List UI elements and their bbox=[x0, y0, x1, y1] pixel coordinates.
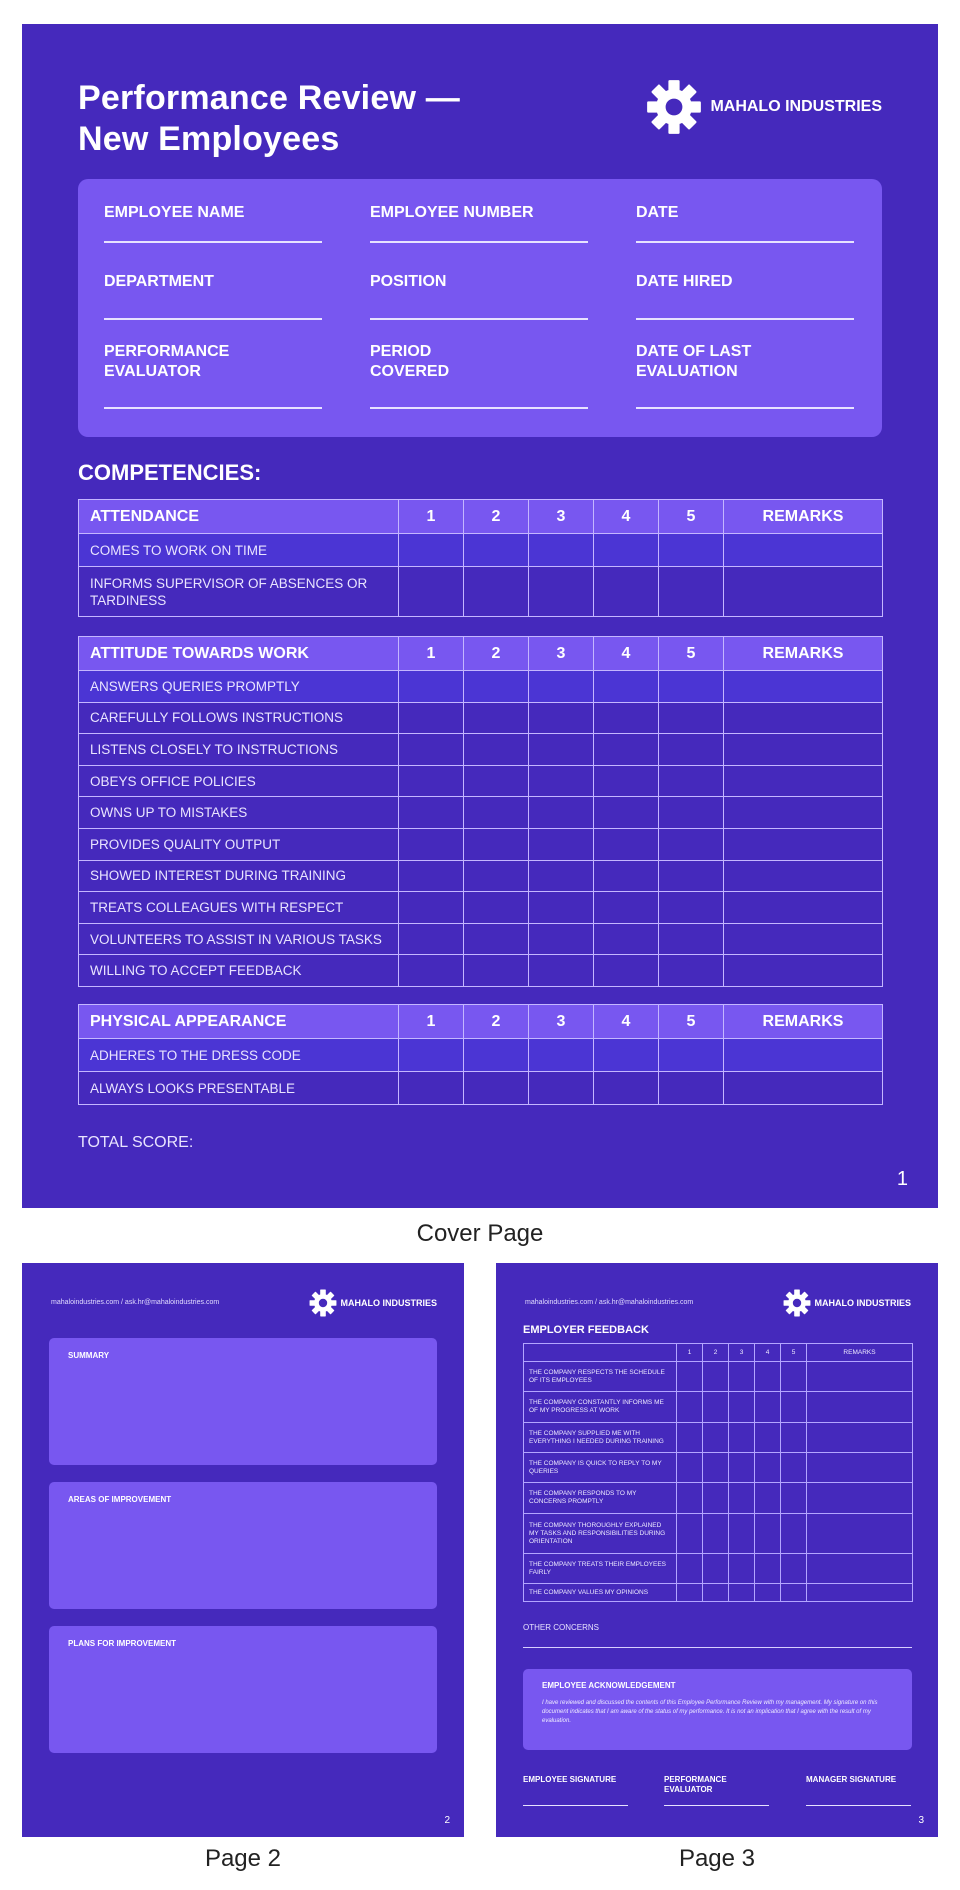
rating-cell[interactable] bbox=[399, 828, 464, 860]
table-row bbox=[79, 1072, 883, 1105]
rating-cell[interactable] bbox=[399, 797, 464, 829]
table-row bbox=[524, 1483, 913, 1514]
table-row bbox=[524, 1362, 913, 1392]
rating-cell[interactable] bbox=[529, 702, 594, 734]
rating-cell[interactable] bbox=[399, 1039, 464, 1072]
rating-cell[interactable] bbox=[464, 892, 529, 924]
rating-1-header: 1 bbox=[677, 1344, 703, 1362]
rating-5-header: 5 bbox=[781, 1344, 807, 1362]
remarks-cell[interactable] bbox=[724, 765, 883, 797]
date-of-last-evaluation-field[interactable] bbox=[636, 342, 854, 382]
rating-cell[interactable] bbox=[659, 892, 724, 924]
gear-icon bbox=[783, 1289, 811, 1317]
rating-cell[interactable] bbox=[594, 955, 659, 987]
rating-cell[interactable] bbox=[659, 923, 724, 955]
rating-cell[interactable] bbox=[594, 1039, 659, 1072]
attitude-towards-work-table bbox=[78, 636, 883, 987]
field-line[interactable] bbox=[370, 318, 588, 320]
table-row bbox=[524, 1554, 913, 1584]
rating-cell[interactable] bbox=[464, 828, 529, 860]
rating-cell[interactable] bbox=[659, 671, 724, 703]
table-row bbox=[79, 671, 883, 703]
rating-2-header: 2 bbox=[464, 1005, 529, 1039]
field-line[interactable] bbox=[636, 318, 854, 320]
rating-cell[interactable] bbox=[529, 828, 594, 860]
rating-cell[interactable] bbox=[594, 1072, 659, 1105]
rating-3-header: 3 bbox=[529, 1005, 594, 1039]
table-row bbox=[79, 567, 883, 617]
rating-cell[interactable] bbox=[464, 1072, 529, 1105]
title-line-2: New Employees bbox=[78, 120, 340, 158]
cover-page-caption: Cover Page bbox=[416, 1220, 544, 1247]
rating-cell[interactable] bbox=[399, 923, 464, 955]
employer-feedback-table bbox=[523, 1343, 913, 1602]
remarks-cell[interactable] bbox=[724, 797, 883, 829]
remarks-cell[interactable] bbox=[807, 1483, 913, 1514]
section-title: ATTENDANCE bbox=[79, 500, 399, 534]
rating-cell[interactable] bbox=[529, 1039, 594, 1072]
rating-cell[interactable] bbox=[594, 828, 659, 860]
acknowledgement-title: EMPLOYEE ACKNOWLEDGEMENT bbox=[542, 1681, 676, 1690]
remarks-header: REMARKS bbox=[724, 1005, 883, 1039]
rating-cell[interactable] bbox=[464, 1039, 529, 1072]
table-row bbox=[79, 828, 883, 860]
rating-cell[interactable] bbox=[677, 1453, 703, 1483]
rating-cell[interactable] bbox=[659, 734, 724, 766]
feedback-label: THE COMPANY IS QUICK TO REPLY TO MY QUERIES bbox=[524, 1453, 677, 1483]
brand-logo bbox=[309, 1289, 438, 1317]
field-label: DEPARTMENT bbox=[104, 273, 214, 290]
performance-evaluator-field[interactable] bbox=[104, 342, 322, 382]
attendance-table bbox=[78, 499, 883, 617]
rating-cell[interactable] bbox=[703, 1453, 729, 1483]
table-row bbox=[79, 534, 883, 567]
field-line[interactable] bbox=[370, 241, 588, 243]
rating-cell[interactable] bbox=[677, 1554, 703, 1584]
competency-label: WILLING TO ACCEPT FEEDBACK bbox=[79, 955, 399, 987]
rating-cell[interactable] bbox=[781, 1362, 807, 1392]
rating-cell[interactable] bbox=[594, 734, 659, 766]
remarks-cell[interactable] bbox=[807, 1362, 913, 1392]
rating-cell[interactable] bbox=[781, 1423, 807, 1453]
employee-signature-field[interactable] bbox=[523, 1775, 628, 1785]
period-covered-field[interactable] bbox=[370, 342, 588, 382]
page-3 bbox=[496, 1263, 938, 1837]
page-number: 2 bbox=[444, 1815, 450, 1826]
field-label: DATE bbox=[636, 204, 679, 221]
rating-cell[interactable] bbox=[464, 860, 529, 892]
competency-label: ALWAYS LOOKS PRESENTABLE bbox=[79, 1072, 399, 1105]
rating-cell[interactable] bbox=[755, 1483, 781, 1514]
rating-cell[interactable] bbox=[594, 765, 659, 797]
rating-cell[interactable] bbox=[677, 1514, 703, 1554]
table-row bbox=[79, 702, 883, 734]
cover-page bbox=[22, 24, 938, 1208]
rating-cell[interactable] bbox=[659, 765, 724, 797]
rating-1-header: 1 bbox=[399, 1005, 464, 1039]
rating-cell[interactable] bbox=[703, 1514, 729, 1554]
rating-cell[interactable] bbox=[703, 1584, 729, 1602]
feedback-label: THE COMPANY CONSTANTLY INFORMS ME OF MY PROGRESS AT WORK bbox=[524, 1392, 677, 1423]
other-concerns-label: OTHER CONCERNS bbox=[523, 1623, 600, 1632]
remarks-cell[interactable] bbox=[724, 702, 883, 734]
signature-label: MANAGER SIGNATURE bbox=[806, 1775, 897, 1784]
remarks-header: REMARKS bbox=[724, 500, 883, 534]
field-label: EMPLOYEE NAME bbox=[104, 204, 245, 221]
table-header-row bbox=[79, 1005, 883, 1039]
competency-label: LISTENS CLOSELY TO INSTRUCTIONS bbox=[79, 734, 399, 766]
employee-number-field[interactable] bbox=[370, 203, 588, 223]
signature-label: EMPLOYEE SIGNATURE bbox=[523, 1775, 617, 1784]
summary-box[interactable] bbox=[49, 1338, 437, 1465]
rating-3-header: 3 bbox=[729, 1344, 755, 1362]
remarks-cell[interactable] bbox=[724, 892, 883, 924]
rating-cell[interactable] bbox=[594, 860, 659, 892]
table-row bbox=[79, 892, 883, 924]
rating-cell[interactable] bbox=[677, 1423, 703, 1453]
title-line-1: Performance Review — bbox=[78, 79, 460, 117]
remarks-cell[interactable] bbox=[724, 828, 883, 860]
rating-cell[interactable] bbox=[594, 534, 659, 567]
rating-cell[interactable] bbox=[529, 765, 594, 797]
remarks-cell[interactable] bbox=[807, 1554, 913, 1584]
rating-cell[interactable] bbox=[464, 567, 529, 617]
rating-cell[interactable] bbox=[729, 1554, 755, 1584]
rating-cell[interactable] bbox=[729, 1483, 755, 1514]
field-line[interactable] bbox=[104, 241, 322, 243]
field-line[interactable] bbox=[104, 407, 322, 409]
employer-feedback-heading: EMPLOYER FEEDBACK bbox=[523, 1324, 649, 1336]
rating-cell[interactable] bbox=[755, 1362, 781, 1392]
rating-cell[interactable] bbox=[399, 1072, 464, 1105]
brand-name: MAHALO INDUSTRIES bbox=[340, 1298, 437, 1308]
total-score-label: TOTAL SCORE: bbox=[78, 1134, 194, 1151]
remarks-cell[interactable] bbox=[807, 1392, 913, 1423]
competency-label: CAREFULLY FOLLOWS INSTRUCTIONS bbox=[79, 702, 399, 734]
field-line[interactable] bbox=[370, 407, 588, 409]
table-row bbox=[79, 1039, 883, 1072]
rating-cell[interactable] bbox=[594, 797, 659, 829]
remarks-cell[interactable] bbox=[724, 734, 883, 766]
field-line[interactable] bbox=[636, 241, 854, 243]
competencies-heading: COMPETENCIES: bbox=[78, 460, 262, 485]
rating-cell[interactable] bbox=[729, 1453, 755, 1483]
rating-cell[interactable] bbox=[594, 702, 659, 734]
signature-line[interactable] bbox=[664, 1805, 769, 1806]
competency-label: ANSWERS QUERIES PROMPTLY bbox=[79, 671, 399, 703]
rating-cell[interactable] bbox=[729, 1584, 755, 1602]
rating-cell[interactable] bbox=[594, 671, 659, 703]
rating-4-header: 4 bbox=[594, 1005, 659, 1039]
field-label: PERIOD COVERED bbox=[370, 343, 450, 380]
remarks-cell[interactable] bbox=[807, 1514, 913, 1554]
rating-cell[interactable] bbox=[659, 702, 724, 734]
rating-cell[interactable] bbox=[755, 1584, 781, 1602]
rating-cell[interactable] bbox=[594, 923, 659, 955]
rating-cell[interactable] bbox=[529, 797, 594, 829]
department-field[interactable] bbox=[104, 272, 322, 292]
rating-cell[interactable] bbox=[464, 797, 529, 829]
header-contact: mahaloindustries.com / ask.hr@mahaloindustries.com bbox=[51, 1299, 220, 1306]
table-row bbox=[524, 1392, 913, 1423]
other-concerns-line[interactable] bbox=[523, 1647, 912, 1648]
rating-cell[interactable] bbox=[781, 1584, 807, 1602]
competency-label: INFORMS SUPERVISOR OF ABSENCES OR TARDINESS bbox=[79, 567, 399, 617]
rating-cell[interactable] bbox=[729, 1362, 755, 1392]
rating-cell[interactable] bbox=[399, 765, 464, 797]
rating-cell[interactable] bbox=[703, 1392, 729, 1423]
rating-cell[interactable] bbox=[529, 892, 594, 924]
manager-signature-field[interactable] bbox=[806, 1775, 911, 1785]
page-number: 3 bbox=[918, 1815, 924, 1826]
rating-cell[interactable] bbox=[659, 567, 724, 617]
feedback-label: THE COMPANY VALUES MY OPINIONS bbox=[524, 1584, 677, 1602]
date-hired-field[interactable] bbox=[636, 272, 854, 292]
document-title bbox=[78, 78, 460, 160]
rating-cell[interactable] bbox=[399, 860, 464, 892]
remarks-header: REMARKS bbox=[724, 637, 883, 671]
rating-cell[interactable] bbox=[703, 1423, 729, 1453]
rating-cell[interactable] bbox=[729, 1392, 755, 1423]
rating-3-header: 3 bbox=[529, 637, 594, 671]
areas-of-improvement-label: AREAS OF IMPROVEMENT bbox=[68, 1495, 172, 1504]
table-row bbox=[79, 765, 883, 797]
rating-cell[interactable] bbox=[659, 1039, 724, 1072]
summary-label: SUMMARY bbox=[68, 1351, 110, 1360]
rating-cell[interactable] bbox=[703, 1362, 729, 1392]
table-row bbox=[79, 797, 883, 829]
rating-cell[interactable] bbox=[781, 1453, 807, 1483]
rating-4-header: 4 bbox=[594, 500, 659, 534]
rating-cell[interactable] bbox=[659, 1072, 724, 1105]
rating-cell[interactable] bbox=[755, 1514, 781, 1554]
plans-for-improvement-label: PLANS FOR IMPROVEMENT bbox=[68, 1639, 177, 1648]
rating-cell[interactable] bbox=[464, 702, 529, 734]
field-label: DATE HIRED bbox=[636, 273, 733, 290]
date-field[interactable] bbox=[636, 203, 854, 223]
rating-cell[interactable] bbox=[703, 1483, 729, 1514]
table-row bbox=[79, 860, 883, 892]
rating-cell[interactable] bbox=[755, 1423, 781, 1453]
remarks-cell[interactable] bbox=[724, 955, 883, 987]
rating-cell[interactable] bbox=[677, 1483, 703, 1514]
rating-cell[interactable] bbox=[529, 671, 594, 703]
table-row bbox=[79, 923, 883, 955]
rating-cell[interactable] bbox=[464, 734, 529, 766]
competency-label: COMES TO WORK ON TIME bbox=[79, 534, 399, 567]
rating-cell[interactable] bbox=[677, 1392, 703, 1423]
feedback-label: THE COMPANY TREATS THEIR EMPLOYEES FAIRLY bbox=[524, 1554, 677, 1584]
field-label: EMPLOYEE NUMBER bbox=[370, 204, 534, 221]
page-2-caption: Page 2 bbox=[204, 1845, 282, 1872]
rating-5-header: 5 bbox=[659, 1005, 724, 1039]
competency-label: TREATS COLLEAGUES WITH RESPECT bbox=[79, 892, 399, 924]
rating-cell[interactable] bbox=[399, 567, 464, 617]
table-row bbox=[524, 1423, 913, 1453]
table-header-row bbox=[79, 637, 883, 671]
performance-evaluator-signature-field[interactable] bbox=[664, 1775, 769, 1795]
rating-cell[interactable] bbox=[781, 1392, 807, 1423]
brand-logo bbox=[783, 1289, 912, 1317]
employee-name-field[interactable] bbox=[104, 203, 322, 223]
brand-name: MAHALO INDUSTRIES bbox=[814, 1298, 911, 1308]
rating-cell[interactable] bbox=[677, 1584, 703, 1602]
rating-cell[interactable] bbox=[464, 955, 529, 987]
signature-label: PERFORMANCE EVALUATOR bbox=[664, 1775, 727, 1794]
brand-logo bbox=[646, 79, 882, 135]
field-line[interactable] bbox=[104, 318, 322, 320]
rating-1-header: 1 bbox=[399, 637, 464, 671]
rating-cell[interactable] bbox=[677, 1362, 703, 1392]
rating-cell[interactable] bbox=[464, 923, 529, 955]
rating-4-header: 4 bbox=[755, 1344, 781, 1362]
remarks-cell[interactable] bbox=[724, 534, 883, 567]
page-2 bbox=[22, 1263, 464, 1837]
field-label: DATE OF LAST EVALUATION bbox=[636, 343, 752, 380]
section-title: PHYSICAL APPEARANCE bbox=[79, 1005, 399, 1039]
areas-of-improvement-box[interactable] bbox=[49, 1482, 437, 1609]
competency-label: SHOWED INTEREST DURING TRAINING bbox=[79, 860, 399, 892]
rating-2-header: 2 bbox=[464, 500, 529, 534]
rating-2-header: 2 bbox=[464, 637, 529, 671]
table-row bbox=[79, 734, 883, 766]
rating-cell[interactable] bbox=[399, 702, 464, 734]
remarks-cell[interactable] bbox=[724, 1039, 883, 1072]
gear-icon bbox=[309, 1289, 337, 1317]
rating-cell[interactable] bbox=[399, 892, 464, 924]
remarks-cell[interactable] bbox=[807, 1584, 913, 1602]
rating-cell[interactable] bbox=[399, 671, 464, 703]
rating-3-header: 3 bbox=[529, 500, 594, 534]
rating-cell[interactable] bbox=[399, 955, 464, 987]
employee-info-panel bbox=[78, 179, 882, 437]
rating-cell[interactable] bbox=[703, 1554, 729, 1584]
rating-cell[interactable] bbox=[755, 1554, 781, 1584]
table-row bbox=[524, 1453, 913, 1483]
signature-line[interactable] bbox=[523, 1805, 628, 1806]
physical-appearance-table bbox=[78, 1004, 883, 1105]
rating-cell[interactable] bbox=[729, 1514, 755, 1554]
rating-cell[interactable] bbox=[755, 1453, 781, 1483]
section-title: ATTITUDE TOWARDS WORK bbox=[79, 637, 399, 671]
rating-cell[interactable] bbox=[399, 534, 464, 567]
rating-cell[interactable] bbox=[529, 1072, 594, 1105]
gear-icon bbox=[646, 79, 702, 135]
rating-cell[interactable] bbox=[464, 671, 529, 703]
rating-cell[interactable] bbox=[529, 567, 594, 617]
page-3-caption: Page 3 bbox=[678, 1845, 756, 1872]
rating-cell[interactable] bbox=[729, 1423, 755, 1453]
field-line[interactable] bbox=[636, 407, 854, 409]
brand-name: MAHALO INDUSTRIES bbox=[710, 98, 882, 115]
feedback-label: THE COMPANY THOROUGHLY EXPLAINED MY TASKS AND RESPONSIBILITIES DURING ORIENTATION bbox=[524, 1514, 677, 1554]
rating-4-header: 4 bbox=[594, 637, 659, 671]
rating-cell[interactable] bbox=[529, 534, 594, 567]
remarks-cell[interactable] bbox=[807, 1453, 913, 1483]
table-row bbox=[524, 1584, 913, 1602]
rating-cell[interactable] bbox=[399, 734, 464, 766]
competency-label: OWNS UP TO MISTAKES bbox=[79, 797, 399, 829]
feedback-label: THE COMPANY RESPECTS THE SCHEDULE OF ITS EMPLOYEES bbox=[524, 1362, 677, 1392]
position-field[interactable] bbox=[370, 272, 588, 292]
rating-cell[interactable] bbox=[594, 892, 659, 924]
rating-cell[interactable] bbox=[529, 860, 594, 892]
competency-label: ADHERES TO THE DRESS CODE bbox=[79, 1039, 399, 1072]
competency-label: VOLUNTEERS TO ASSIST IN VARIOUS TASKS bbox=[79, 923, 399, 955]
page-number: 1 bbox=[896, 1168, 908, 1190]
rating-cell[interactable] bbox=[755, 1392, 781, 1423]
rating-cell[interactable] bbox=[659, 534, 724, 567]
table-header-row bbox=[524, 1344, 913, 1362]
field-label: POSITION bbox=[370, 273, 447, 290]
table-row bbox=[524, 1514, 913, 1554]
signature-line[interactable] bbox=[806, 1805, 911, 1806]
blank-header bbox=[524, 1344, 677, 1362]
rating-cell[interactable] bbox=[659, 797, 724, 829]
table-row bbox=[79, 955, 883, 987]
rating-cell[interactable] bbox=[529, 923, 594, 955]
remarks-header: REMARKS bbox=[807, 1344, 913, 1362]
acknowledgement-text: I have reviewed and discussed the contents of this Employee Performance Review with my management. My signature on this document indicates that I am aware of the status of my performance. It is not an implication that I agree with the result of my evaluation. bbox=[542, 1700, 878, 1724]
rating-cell[interactable] bbox=[659, 955, 724, 987]
remarks-cell[interactable] bbox=[724, 923, 883, 955]
remarks-cell[interactable] bbox=[724, 671, 883, 703]
rating-5-header: 5 bbox=[659, 637, 724, 671]
plans-for-improvement-box[interactable] bbox=[49, 1626, 437, 1753]
rating-cell[interactable] bbox=[529, 734, 594, 766]
rating-2-header: 2 bbox=[703, 1344, 729, 1362]
remarks-cell[interactable] bbox=[724, 567, 883, 617]
remarks-cell[interactable] bbox=[724, 1072, 883, 1105]
feedback-label: THE COMPANY SUPPLIED ME WITH EVERYTHING I NEEDED DURING TRAINING bbox=[524, 1423, 677, 1453]
remarks-cell[interactable] bbox=[724, 860, 883, 892]
rating-5-header: 5 bbox=[659, 500, 724, 534]
field-label: PERFORMANCE EVALUATOR bbox=[104, 343, 230, 380]
employee-acknowledgement-box bbox=[523, 1669, 912, 1750]
rating-cell[interactable] bbox=[464, 534, 529, 567]
rating-cell[interactable] bbox=[529, 955, 594, 987]
rating-cell[interactable] bbox=[464, 765, 529, 797]
table-header-row bbox=[79, 500, 883, 534]
rating-cell[interactable] bbox=[659, 860, 724, 892]
rating-1-header: 1 bbox=[399, 500, 464, 534]
rating-cell[interactable] bbox=[659, 828, 724, 860]
remarks-cell[interactable] bbox=[807, 1423, 913, 1453]
rating-cell[interactable] bbox=[781, 1554, 807, 1584]
rating-cell[interactable] bbox=[594, 567, 659, 617]
rating-cell[interactable] bbox=[781, 1483, 807, 1514]
competency-label: PROVIDES QUALITY OUTPUT bbox=[79, 828, 399, 860]
feedback-label: THE COMPANY RESPONDS TO MY CONCERNS PROMPTLY bbox=[524, 1483, 677, 1514]
competency-label: OBEYS OFFICE POLICIES bbox=[79, 765, 399, 797]
header-contact: mahaloindustries.com / ask.hr@mahaloindustries.com bbox=[525, 1299, 694, 1306]
rating-cell[interactable] bbox=[781, 1514, 807, 1554]
